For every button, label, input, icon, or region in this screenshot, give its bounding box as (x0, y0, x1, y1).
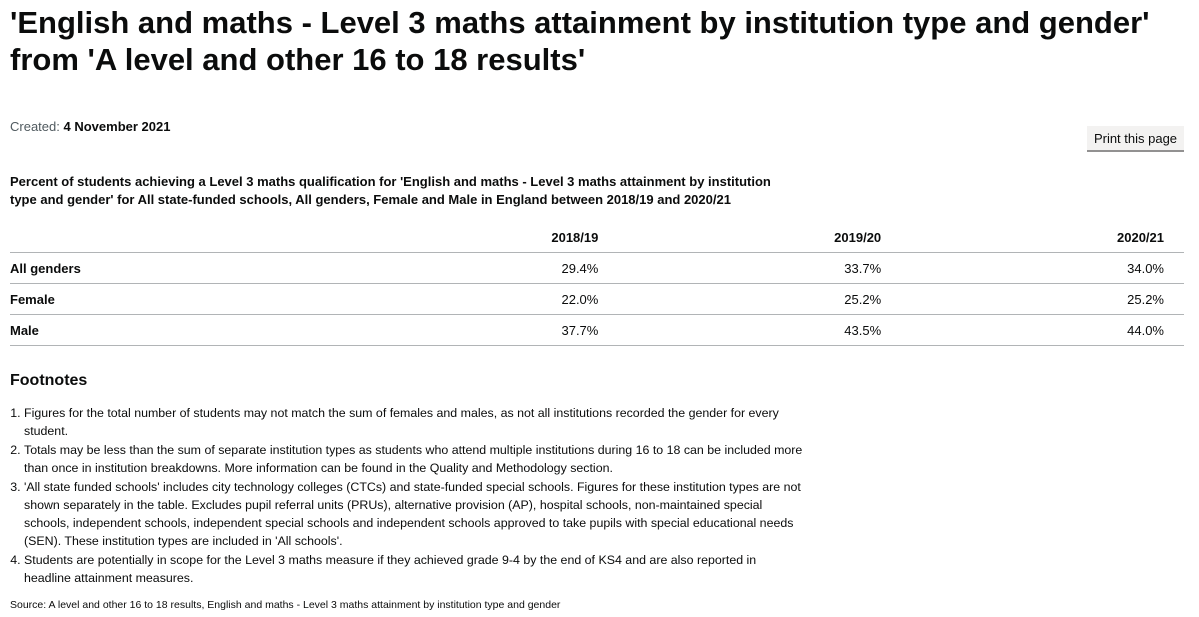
created-label: Created: (10, 119, 60, 134)
row-header: Male (10, 315, 338, 346)
footnote-item: 3. 'All state funded schools' includes city technology colleges (CTCs) and state-funded special schools. Figures for these institution types are not shown separately in the table. Excludes pupil referral units (PRUs), alternative provision (AP), hospital schools, non-maintained special schools, independent schools, independent special schools and independent schools approved to take pupils with special educational needs (SEN). These institution types are included in 'All schools'. (24, 478, 804, 550)
column-header: 2018/19 (338, 222, 619, 253)
column-header: 2019/20 (618, 222, 901, 253)
row-header: All genders (10, 253, 338, 284)
footnote-item: 2. Totals may be less than the sum of separate institution types as students who attend multiple institutions during 16 to 18 can be included more than once in institution breakdowns. More information can be found in the Quality and Methodology section. (24, 441, 804, 477)
footnote-item: 1. Figures for the total number of students may not match the sum of females and males, as not all institutions recorded the gender for every student. (24, 404, 804, 440)
table-cell: 33.7% (618, 253, 901, 284)
created-date: 4 November 2021 (63, 119, 171, 134)
table-caption: Percent of students achieving a Level 3 maths qualification for 'English and maths - Level 3 maths attainment by institution type and gender' for All state-funded schools, All genders, Female and Male in England between 2018/19 and 2020/21 (10, 174, 771, 207)
table-cell: 43.5% (618, 315, 901, 346)
page-title: 'English and maths - Level 3 maths attainment by institution type and gender' from 'A level and other 16 to 18 results' (10, 5, 1150, 77)
table-row (10, 253, 1184, 284)
table-cell: 29.4% (338, 253, 619, 284)
footnote-item: 4. Students are potentially in scope for the Level 3 maths measure if they achieved grade 9-4 by the end of KS4 and are also reported in headline attainment measures. (24, 551, 804, 587)
table-cell: 34.0% (901, 253, 1184, 284)
table-cell: 25.2% (901, 284, 1184, 315)
column-header: 2020/21 (901, 222, 1184, 253)
table-row (10, 284, 1184, 315)
table-corner-cell (10, 222, 338, 253)
footnotes-list (10, 404, 804, 588)
footnotes-heading: Footnotes (10, 372, 88, 389)
table-row (10, 315, 1184, 346)
data-table (10, 222, 1184, 346)
row-header: Female (10, 284, 338, 315)
table-header-row (10, 222, 1184, 253)
print-page-button[interactable]: Print this page (1087, 126, 1184, 152)
table-cell: 44.0% (901, 315, 1184, 346)
source-note: Source: A level and other 16 to 18 results, English and maths - Level 3 maths attainment by institution type and gender (10, 599, 561, 611)
table-cell: 37.7% (338, 315, 619, 346)
table-cell: 25.2% (618, 284, 901, 315)
table-cell: 22.0% (338, 284, 619, 315)
created-date-line (10, 119, 170, 135)
